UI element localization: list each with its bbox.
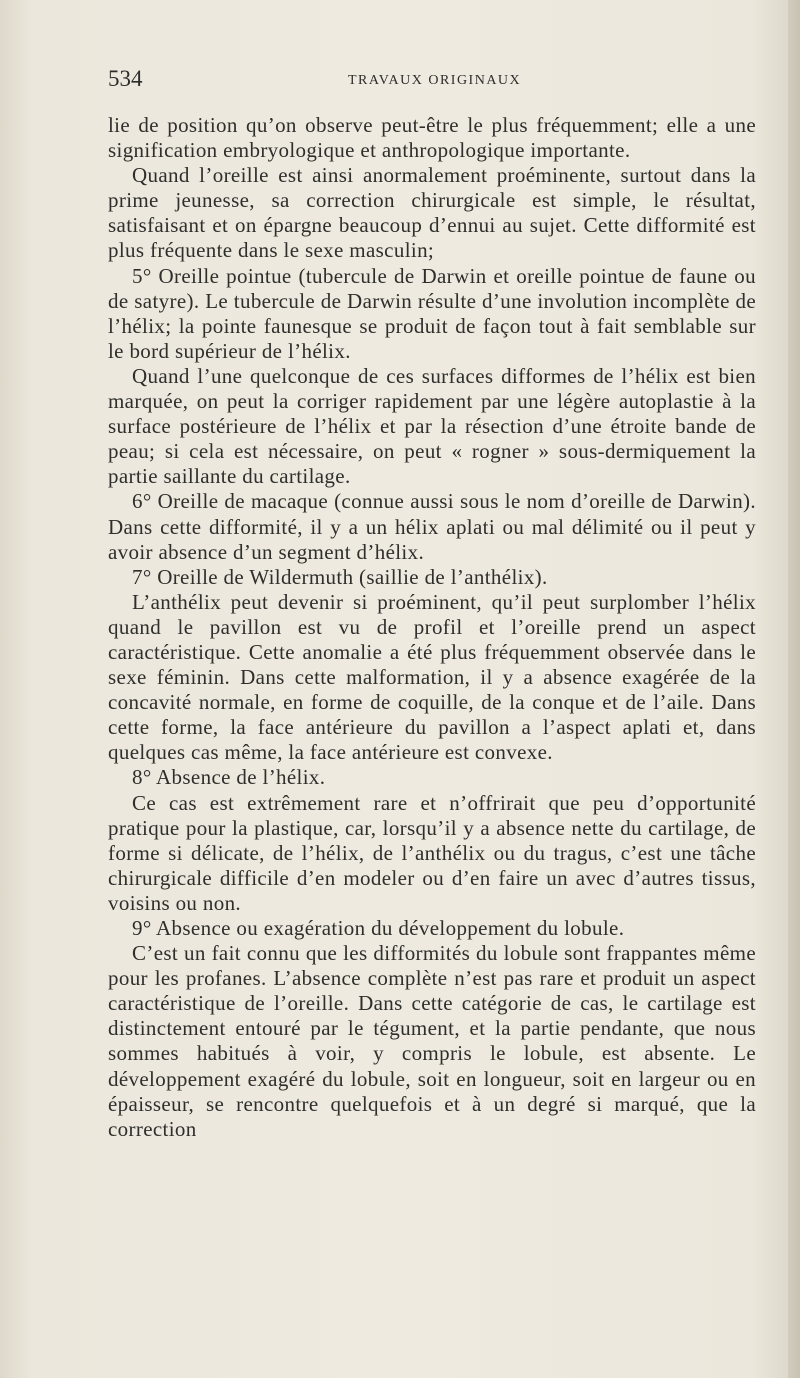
- paragraph-continuation: lie de position qu’on observe peut-être le plus fréquemment; elle a une signification embryologique et anthropologique importante.: [108, 113, 756, 163]
- paragraph-prominent-ear: Quand l’oreille est ainsi anormalement proéminente, surtout dans la prime jeunesse, sa correction chirurgicale est simple, le résultat, satisfaisant et on épargne beaucoup d’ennui au sujet. Cette difformité est plus fréquente dans le sexe masculin;: [108, 163, 756, 263]
- paragraph-anthelix: L’anthélix peut devenir si proéminent, qu’il peut surplomber l’hélix quand le pavillon est vu de profil et l’oreille prend un aspect caractéristique. Cette anomalie a été plus fréquemment observée dans le sexe féminin. Dans cette malformation, il y a absence exagérée de la concavité normale, en forme de coquille, de la conque et de l’aile. Dans cette forme, la face antérieure du pavillon a l’aspect aplati et, dans quelques cas même, la face antérieure est convexe.: [108, 589, 756, 765]
- page-header: [108, 62, 758, 102]
- page-edge: [788, 0, 800, 1378]
- paragraph-lobule: C’est un fait connu que les difformités du lobule sont frappantes même pour les profanes. L’absence complète n’est pas rare et produit un aspect caractéristique de l’oreille. Dans cette catégorie de cas, le cartilage est distinctement entouré par le tégument, et la partie pendante, que nous sommes habitués à voir, y compris le lobule, est absente. Le développement exagéré du lobule, soit en longueur, soit en largeur ou en épaisseur, se rencontre quelquefois et à un degré si marqué, que la correction: [108, 941, 756, 1141]
- paragraph-item-8: 8° Absence de l’hélix.: [132, 765, 326, 790]
- paragraph-item-5: 5° Oreille pointue (tubercule de Darwin et oreille pointue de faune ou de satyre). Le tubercule de Darwin résulte d’une involution incomplète de l’hélix; la pointe faunesque se produit de façon tout à fait semblable sur le bord supérieur de l’hélix.: [108, 263, 756, 363]
- paragraph-item-6: 6° Oreille de macaque (connue aussi sous le nom d’oreille de Darwin). Dans cette difformité, il y a un hélix aplati ou mal délimité ou il peut y avoir absence d’un segment d’hélix.: [108, 489, 756, 564]
- paragraph-item-9: 9° Absence ou exagération du développement du lobule.: [132, 916, 625, 940]
- body-text: [108, 113, 756, 1142]
- paragraph-item-7: 7° Oreille de Wildermuth (saillie de l’anthélix).: [132, 564, 548, 589]
- paragraph-correction: Quand l’une quelconque de ces surfaces difformes de l’hélix est bien marquée, on peut la corriger rapidement par une légère autoplastie à la surface postérieure de l’hélix et par la résection d’une étroite bande de peau; si cela est nécessaire, on peut « rogner » sous-dermiquement la partie saillante du cartilage.: [108, 363, 756, 489]
- running-title: TRAVAUX ORIGINAUX: [348, 73, 522, 88]
- page-number: 534: [108, 66, 143, 91]
- paragraph-absence-helix: Ce cas est extrêmement rare et n’offrirait que peu d’opportunité pratique pour la plastique, car, lorsqu’il y a absence nette du cartilage, de forme si délicate, de l’hélix, de l’anthélix ou du tragus, c’est une tâche chirurgicale difficile d’en modeler ou d’en faire un avec d’autres tissus, voisins ou non.: [108, 790, 756, 915]
